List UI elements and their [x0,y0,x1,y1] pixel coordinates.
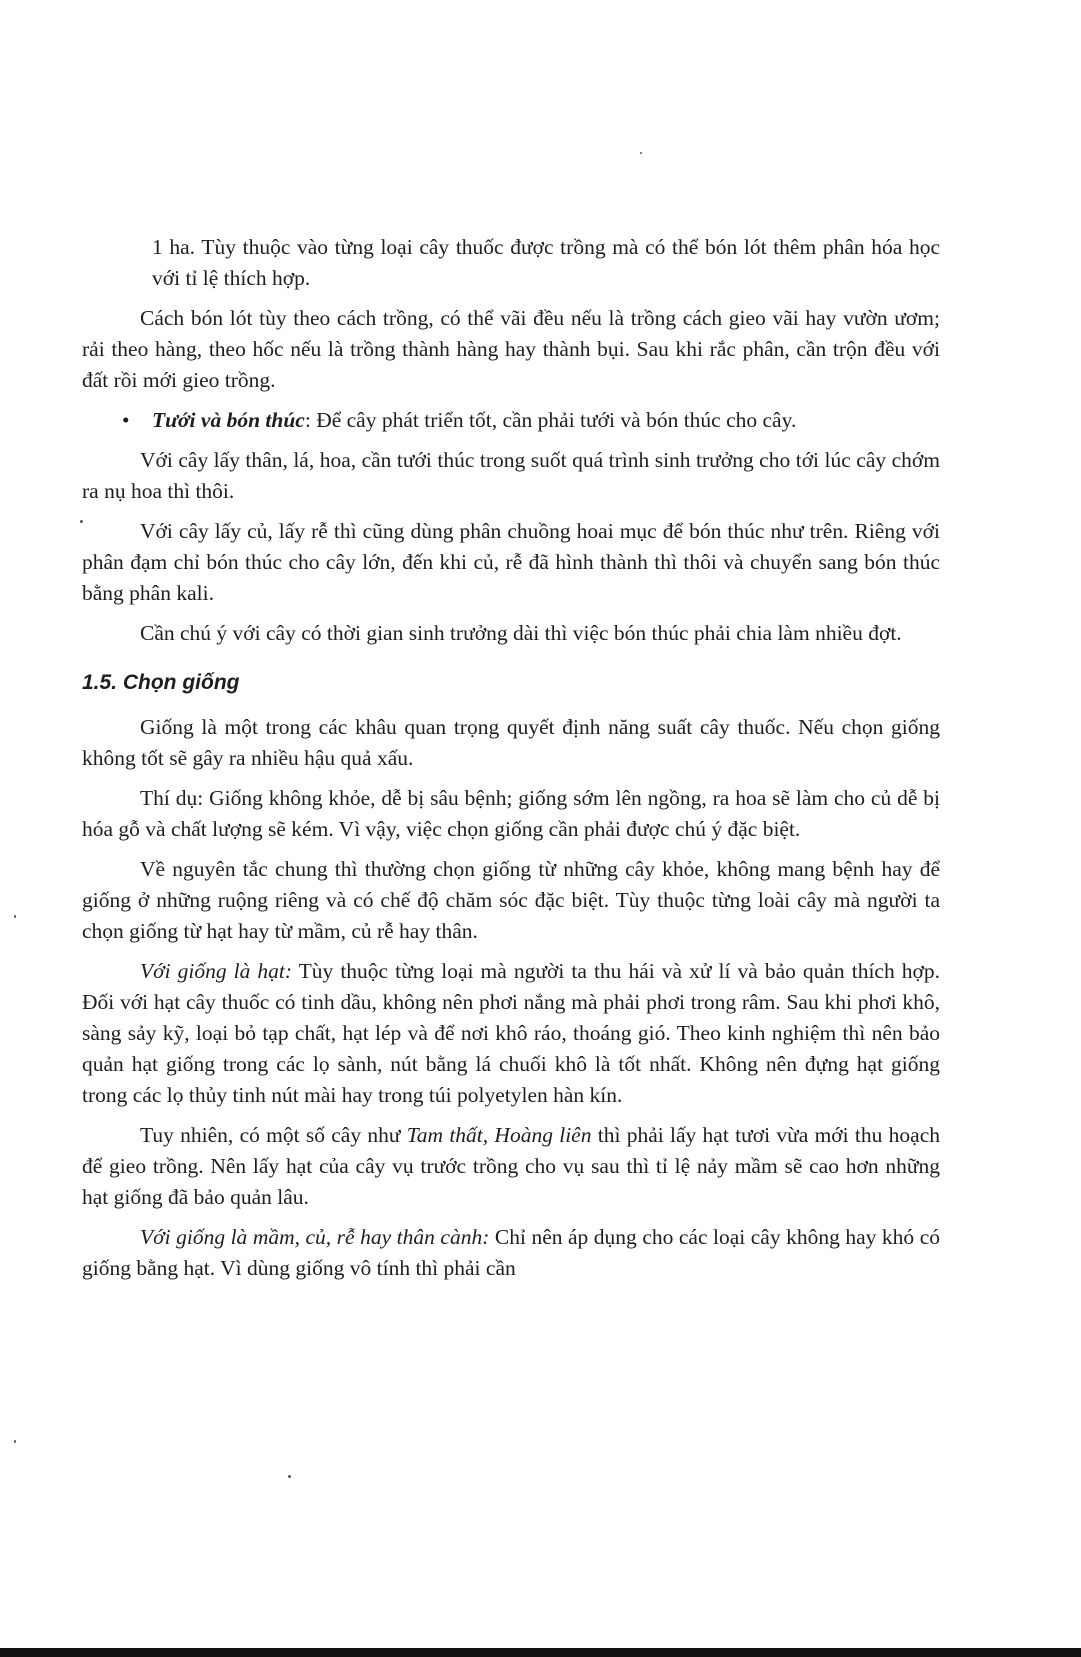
scan-speck [14,1440,16,1443]
paragraph-root-plants: Với cây lấy củ, lấy rễ thì cũng dùng phân chuồng hoai mục để bón thúc như trên. Riêng với phân đạm chỉ bón thúc cho cây lớn, đến khi củ, rễ đã hình thành thì thôi và chuyển sang bón thúc bằng phân kali. [82,519,940,605]
paragraph-basal-fertilizing: Cách bón lót tùy theo cách trồng, có thể vãi đều nếu là trồng cách gieo vãi hay vườn ươm; rải theo hàng, theo hốc nếu là trồng thành hàng hay thành bụi. Sau khi rắc phân, cần trộn đều với đất rồi mới gieo trồng. [82,306,940,392]
scan-speck [14,915,16,918]
vegetative-lead: Với giống là mầm, củ, rễ hay thân cành: [140,1225,490,1249]
paragraph-principle: Về nguyên tắc chung thì thường chọn giống từ những cây khỏe, không mang bệnh hay để giống ở những ruộng riêng và có chế độ chăm sóc đặc biệt. Tùy thuộc từng loài cây mà người ta chọn giống từ hạt hay từ mầm, củ rễ hay thân. [82,857,940,943]
bullet-text: : Để cây phát triển tốt, cần phải tưới và bón thúc cho cây. [304,408,797,432]
bullet-item-watering [82,405,940,436]
scan-speck [80,520,83,523]
fresh-seeds-species: Tam thất, Hoàng liên [406,1123,592,1147]
vegetative-text: Chỉ nên áp dụng cho các loại cây không hay khó có giống bằng hạt. Vì dùng giống vô tính thì phải cần [82,1225,940,1280]
paragraph-seed-importance: Giống là một trong các khâu quan trọng quyết định năng suất cây thuốc. Nếu chọn giống không tốt sẽ gây ra nhiều hậu quả xấu. [82,715,940,770]
paragraph-example: Thí dụ: Giống không khỏe, dễ bị sâu bệnh; giống sớm lên ngồng, ra hoa sẽ làm cho củ dễ bị hóa gỗ và chất lượng sẽ kém. Vì vậy, việc chọn giống cần phải được chú ý đặc biệt. [82,786,940,841]
bullet-title: Tưới và bón thúc [152,408,305,432]
seeds-lead: Với giống là hạt: [140,959,293,983]
paragraph-long-growth: Cần chú ý với cây có thời gian sinh trưởng dài thì việc bón thúc phải chia làm nhiều đợt. [140,621,902,645]
scan-speck [640,152,642,154]
fresh-seeds-a: Tuy nhiên, có một số cây như [140,1123,407,1147]
paragraph-seeds [82,956,940,1111]
section-heading: 1.5. Chọn giống [82,671,240,694]
bullet-dot: • [122,408,130,432]
fresh-seeds-b: thì phải lấy hạt tươi vừa mới thu hoạch để gieo trồng. Nên lấy hạt của cây vụ trước trồng cho vụ sau thì tỉ lệ nảy mầm sẽ cao hơn những hạt giống đã bảo quản lâu. [82,1123,940,1209]
seeds-text: Tùy thuộc từng loại mà người ta thu hái và xử lí và bảo quản thích hợp. Đối với hạt cây thuốc có tinh dầu, không nên phơi nắng mà phải phơi trong râm. Sau khi phơi khô, sàng sảy kỹ, loại bỏ tạp chất, hạt lép và để nơi khô ráo, thoáng gió. Theo kinh nghiệm thì nên bảo quản hạt giống trong các lọ sành, nút bằng lá chuối khô là tốt nhất. Không nên đựng hạt giống trong các lọ thủy tinh nút mài hay trong túi polyetylen hàn kín. [82,959,940,1107]
scan-speck [288,1475,291,1478]
paragraph-vegetative [82,1222,940,1284]
paragraph-continuation: 1 ha. Tùy thuộc vào từng loại cây thuốc được trồng mà có thể bón lót thêm phân hóa học với tỉ lệ thích hợp. [152,235,940,290]
paragraph-stem-leaf-plants: Với cây lấy thân, lá, hoa, cần tưới thúc trong suốt quá trình sinh trưởng cho tới lúc cây chớm ra nụ hoa thì thôi. [82,448,940,503]
scan-bottom-edge [0,1648,1081,1657]
paragraph-fresh-seeds [82,1120,940,1213]
page-body [82,232,940,1284]
